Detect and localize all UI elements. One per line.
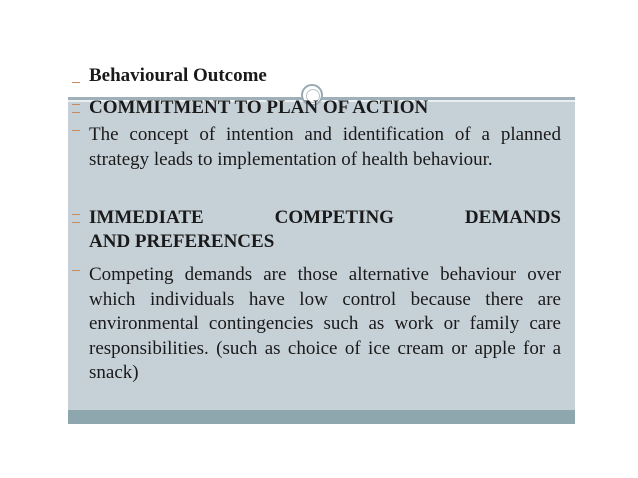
section-heading-competing-demands xyxy=(89,206,561,254)
section-body-competing-demands: Competing demands are those alternative behaviour over which individuals have low control because there are environmental contingencies such as work or family care responsibilities. (such as choice of ice cream or apple for a snack) xyxy=(89,264,561,383)
slide-title: Behavioural Outcome xyxy=(89,65,267,86)
heading-line-2: AND PREFERENCES xyxy=(89,231,275,252)
bottom-bar xyxy=(68,410,575,424)
bullet-marker xyxy=(72,214,80,215)
bullet-marker xyxy=(72,130,80,131)
section-heading-commitment: COMMITMENT TO PLAN OF ACTION xyxy=(89,97,429,118)
heading-line-1: IMMEDIATE COMPETING DEMANDS xyxy=(89,207,561,228)
bullet-marker xyxy=(72,82,80,83)
bullet-marker xyxy=(72,222,80,223)
bullet-marker xyxy=(72,104,80,105)
bullet-marker xyxy=(72,270,80,271)
bullet-marker xyxy=(72,112,80,113)
section-body-commitment: The concept of intention and identification of a planned strategy leads to implementation of health behaviour. xyxy=(89,124,561,170)
